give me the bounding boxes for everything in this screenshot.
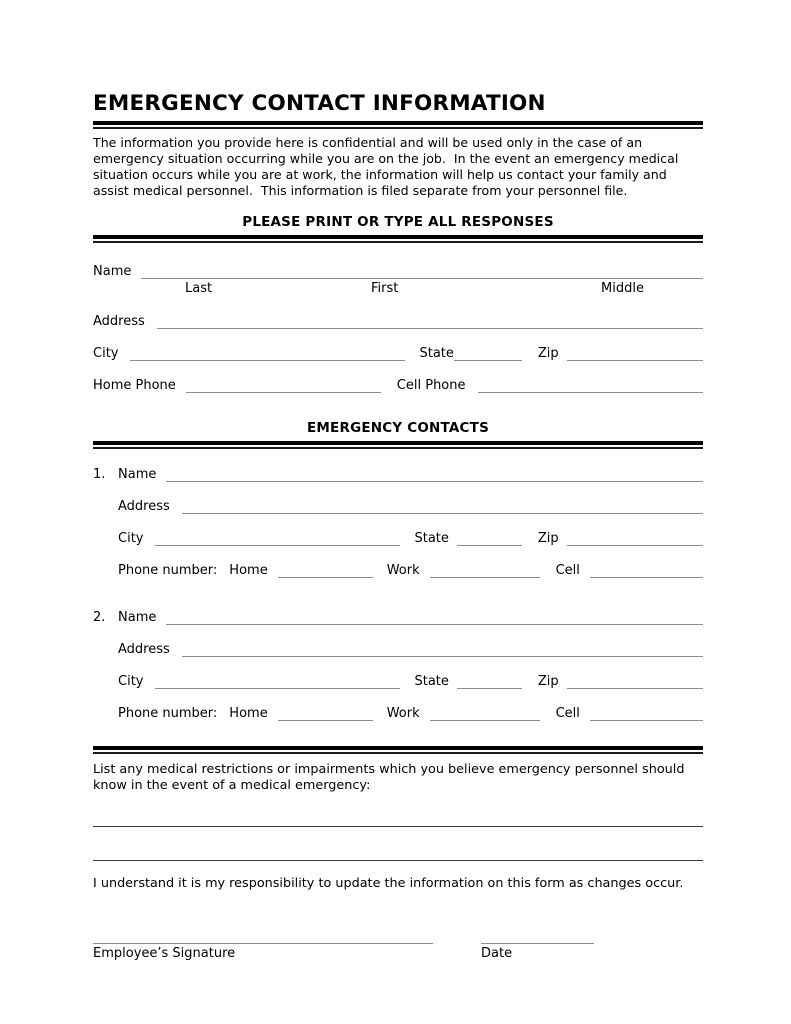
contact-2-cell-label: Cell bbox=[555, 705, 580, 721]
sublabel-last: Last bbox=[185, 280, 213, 296]
personal-home-phone-line[interactable] bbox=[186, 376, 381, 393]
contact-2-name-row bbox=[93, 606, 703, 625]
employee-signature-label: Employee’s Signature bbox=[93, 945, 236, 961]
medical-section-rule bbox=[93, 746, 703, 754]
contact-2-address-row bbox=[93, 638, 703, 657]
contact-1-phone-row bbox=[93, 559, 703, 578]
personal-section-heading: PLEASE PRINT OR TYPE ALL RESPONSES bbox=[242, 213, 554, 230]
contact-1-number: 1. bbox=[93, 466, 106, 482]
contact-1-address-line[interactable] bbox=[182, 497, 703, 514]
contact-1-city-line[interactable] bbox=[155, 529, 400, 546]
contact-1-name-row bbox=[93, 463, 703, 482]
contact-1-city-label: City bbox=[118, 530, 144, 546]
date-line[interactable] bbox=[481, 927, 594, 944]
contact-1-cell-line[interactable] bbox=[590, 561, 703, 578]
contact-2-phone-label: Phone number: bbox=[118, 705, 218, 721]
contact-1-zip-label: Zip bbox=[537, 530, 559, 546]
contacts-section-rule bbox=[93, 441, 703, 449]
personal-zip-line[interactable] bbox=[567, 344, 703, 361]
contact-1-home-label: Home bbox=[229, 562, 268, 578]
personal-city-line[interactable] bbox=[130, 344, 405, 361]
contact-2-phone-row bbox=[93, 702, 703, 721]
contact-2-city-row bbox=[93, 670, 703, 689]
contact-1-zip-line[interactable] bbox=[567, 529, 703, 546]
contact-2-city-line[interactable] bbox=[155, 672, 400, 689]
personal-zip-label: Zip bbox=[537, 345, 559, 361]
signature-column bbox=[93, 927, 433, 961]
contact-2-home-line[interactable] bbox=[278, 704, 373, 721]
contact-1-state-label: State bbox=[414, 530, 449, 546]
contact-1-address-label: Address bbox=[118, 498, 170, 514]
sublabel-middle: Middle bbox=[601, 280, 644, 296]
medical-prompt: List any medical restrictions or impairments which you believe emergency personnel should know in the event of a medical emergency: bbox=[93, 761, 689, 793]
personal-state-line[interactable] bbox=[454, 344, 522, 361]
contact-1-phone-label: Phone number: bbox=[118, 562, 218, 578]
personal-address-label: Address bbox=[93, 313, 145, 329]
medical-restrictions-line-2[interactable] bbox=[93, 844, 703, 861]
contact-2-address-line[interactable] bbox=[182, 640, 703, 657]
acknowledgement-text: I understand it is my responsibility to update the information on this form as changes occur. bbox=[93, 875, 684, 891]
contact-1-block bbox=[93, 463, 703, 578]
personal-section-rule bbox=[93, 235, 703, 243]
contact-1-address-row bbox=[93, 495, 703, 514]
signature-row bbox=[93, 927, 703, 961]
employee-signature-line[interactable] bbox=[93, 927, 433, 944]
contact-2-state-line[interactable] bbox=[457, 672, 522, 689]
personal-cell-phone-label: Cell Phone bbox=[396, 377, 466, 393]
contact-2-home-label: Home bbox=[229, 705, 268, 721]
contacts-section-heading: EMERGENCY CONTACTS bbox=[307, 419, 489, 436]
contact-1-name-label: Name bbox=[118, 466, 157, 482]
title-rule bbox=[93, 121, 703, 129]
intro-paragraph: The information you provide here is confidential and will be used only in the case of an emergency situation occurring while you are on the job. In the event an emergency medical situation occurs while you are at work, the information will help us contact your family and assist medical personnel. This information is filed separate from your personnel file. bbox=[93, 134, 683, 198]
personal-name-label: Name bbox=[93, 263, 132, 279]
date-label: Date bbox=[481, 945, 513, 961]
personal-name-line[interactable] bbox=[141, 262, 703, 279]
contact-2-work-line[interactable] bbox=[430, 704, 540, 721]
sublabel-first: First bbox=[371, 280, 399, 296]
contact-1-city-row bbox=[93, 527, 703, 546]
contact-2-state-label: State bbox=[414, 673, 449, 689]
medical-restrictions-line-1[interactable] bbox=[93, 810, 703, 827]
personal-city-label: City bbox=[93, 345, 119, 361]
contact-1-cell-label: Cell bbox=[555, 562, 580, 578]
contact-1-work-label: Work bbox=[386, 562, 420, 578]
contact-1-home-line[interactable] bbox=[278, 561, 373, 578]
page-title: EMERGENCY CONTACT INFORMATION bbox=[93, 91, 546, 116]
date-column bbox=[481, 927, 594, 961]
personal-phone-row bbox=[93, 374, 703, 393]
contact-2-number: 2. bbox=[93, 609, 106, 625]
contact-1-name-line[interactable] bbox=[166, 465, 703, 482]
contact-2-zip-label: Zip bbox=[537, 673, 559, 689]
personal-city-row bbox=[93, 342, 703, 361]
contact-1-state-line[interactable] bbox=[457, 529, 522, 546]
name-sublabels bbox=[93, 281, 703, 299]
personal-home-phone-label: Home Phone bbox=[93, 377, 176, 393]
contact-1-work-line[interactable] bbox=[430, 561, 540, 578]
contact-2-name-label: Name bbox=[118, 609, 157, 625]
contact-2-address-label: Address bbox=[118, 641, 170, 657]
contact-2-zip-line[interactable] bbox=[567, 672, 703, 689]
contact-2-city-label: City bbox=[118, 673, 144, 689]
personal-address-row bbox=[93, 310, 703, 329]
contact-2-block bbox=[93, 606, 703, 721]
contact-2-name-line[interactable] bbox=[166, 608, 703, 625]
personal-name-row bbox=[93, 260, 703, 279]
contact-2-cell-line[interactable] bbox=[590, 704, 703, 721]
personal-cell-phone-line[interactable] bbox=[478, 376, 704, 393]
personal-address-line[interactable] bbox=[157, 312, 703, 329]
contact-2-work-label: Work bbox=[386, 705, 420, 721]
personal-state-label: State bbox=[419, 345, 454, 361]
